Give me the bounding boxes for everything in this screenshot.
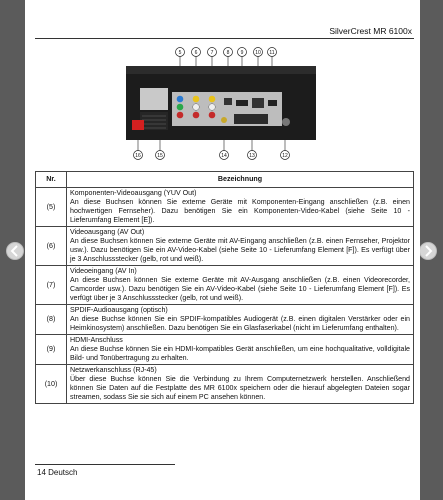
callout-6: 6	[194, 50, 198, 56]
row-title: Videoausgang (AV Out)	[70, 228, 145, 236]
row-title: Videoeingang (AV In)	[70, 267, 137, 275]
callout-15: 15	[157, 153, 163, 159]
table-row	[36, 227, 414, 266]
row-title: Komponenten-Videoausgang (YUV Out)	[70, 189, 197, 197]
row-description	[67, 188, 414, 227]
row-description	[67, 335, 414, 365]
row-number: (6)	[36, 227, 67, 266]
page-footer: 14 Deutsch	[37, 468, 78, 477]
row-text: An diese Buchsen können Sie externe Geräte mit Komponenten-Eingang anschließen (z.B. einen hochwertigen Fernseher). Dazu benötigen Sie ein Komponenten-Video-Kabel (siehe Seite 10 - Lieferumfang Element [E]).	[70, 198, 410, 224]
optical-port	[224, 98, 232, 105]
footer-divider	[35, 464, 175, 465]
next-page-button[interactable]	[419, 242, 437, 260]
chevron-left-icon	[7, 243, 23, 259]
row-description	[67, 305, 414, 335]
rating-label	[140, 88, 168, 110]
row-title: SPDIF-Audioausgang (optisch)	[70, 306, 168, 314]
callout-14: 14	[221, 153, 227, 159]
row-number: (7)	[36, 266, 67, 305]
callout-9: 9	[240, 50, 244, 56]
row-description	[67, 266, 414, 305]
chevron-right-icon	[420, 243, 436, 259]
row-number: (10)	[36, 365, 67, 404]
hdmi-port	[236, 100, 248, 106]
column-header-nr: Nr.	[36, 172, 67, 188]
callout-5: 5	[178, 50, 182, 56]
connector-description-table	[35, 171, 414, 404]
header-divider	[35, 38, 414, 39]
table-row	[36, 188, 414, 227]
row-number: (9)	[36, 335, 67, 365]
page-header-title: SilverCrest MR 6100x	[329, 26, 412, 36]
dc-in-port	[221, 117, 227, 123]
scart-port	[234, 114, 268, 124]
power-switch	[132, 120, 144, 130]
row-description	[67, 227, 414, 266]
row-text: An diese Buchsen können Sie externe Geräte mit AV-Ausgang anschließen (z.B. einen Videorecorder, Camcorder usw.). Dazu benötigen Sie ein AV-Video-Kabel (siehe Seite 10 - Lieferumfang Element [F]). Es verfügt über je 3 Anschlussstecker (gelb, rot und weiß).	[70, 276, 410, 302]
column-header-bezeichnung: Bezeichnung	[67, 172, 414, 188]
callout-7: 7	[210, 50, 214, 56]
table-header-row	[36, 172, 414, 188]
table-row	[36, 305, 414, 335]
table-row	[36, 365, 414, 404]
document-page	[25, 0, 420, 500]
row-title: Netzwerkanschluss (RJ-45)	[70, 366, 157, 374]
row-text: An diese Buchse können Sie ein HDMI-kompatibles Gerät anschließen, um eine hochqualitative, volldigitale Bild- und Tonübertragung zu erhalten.	[70, 345, 410, 362]
lan-port	[252, 98, 264, 108]
table-row	[36, 266, 414, 305]
row-title: HDMI-Anschluss	[70, 336, 123, 344]
previous-page-button[interactable]	[6, 242, 24, 260]
row-text: An diese Buchse können Sie ein SPDIF-kompatibles Audiogerät (z.B. einen digitalen Verstärker oder ein Heimkinosystem) anschließen. Dazu benötigen Sie ein Glasfaserkabel (nicht im Lieferumfang enthalten).	[70, 315, 410, 332]
callout-8: 8	[226, 50, 230, 56]
antenna-port	[282, 118, 290, 126]
row-number: (5)	[36, 188, 67, 227]
row-number: (8)	[36, 305, 67, 335]
device-rear-panel-figure	[120, 46, 330, 164]
callout-13: 13	[249, 153, 255, 159]
rca-jacks	[177, 96, 216, 119]
callout-11: 11	[269, 50, 275, 56]
usb-port	[268, 100, 277, 106]
callout-10: 10	[255, 50, 261, 56]
callout-12: 12	[282, 153, 288, 159]
callout-16: 16	[135, 153, 141, 159]
row-description	[67, 365, 414, 404]
fan-grille	[140, 112, 168, 130]
row-text: An diese Buchsen können Sie externe Geräte mit AV-Eingang anschließen (z.B. einen Fernseher, Projektor usw.). Dazu benötigen Sie ein AV-Video-Kabel (siehe Seite 10 - Lieferumfang Element [F]). Es verfügt über je 3 Anschlussstecker (gelb, rot und weiß).	[70, 237, 410, 263]
table-row	[36, 335, 414, 365]
row-text: Über diese Buchse können Sie die Verbindung zu Ihrem Computernetzwerk herstellen. Anschließend können Sie Daten auf die Festplatte des MR 6100x speichern oder die hierauf abgelegten Dateien sogar streamen, sodass Sie sie sich auf einem PC ansehen können.	[70, 375, 410, 401]
